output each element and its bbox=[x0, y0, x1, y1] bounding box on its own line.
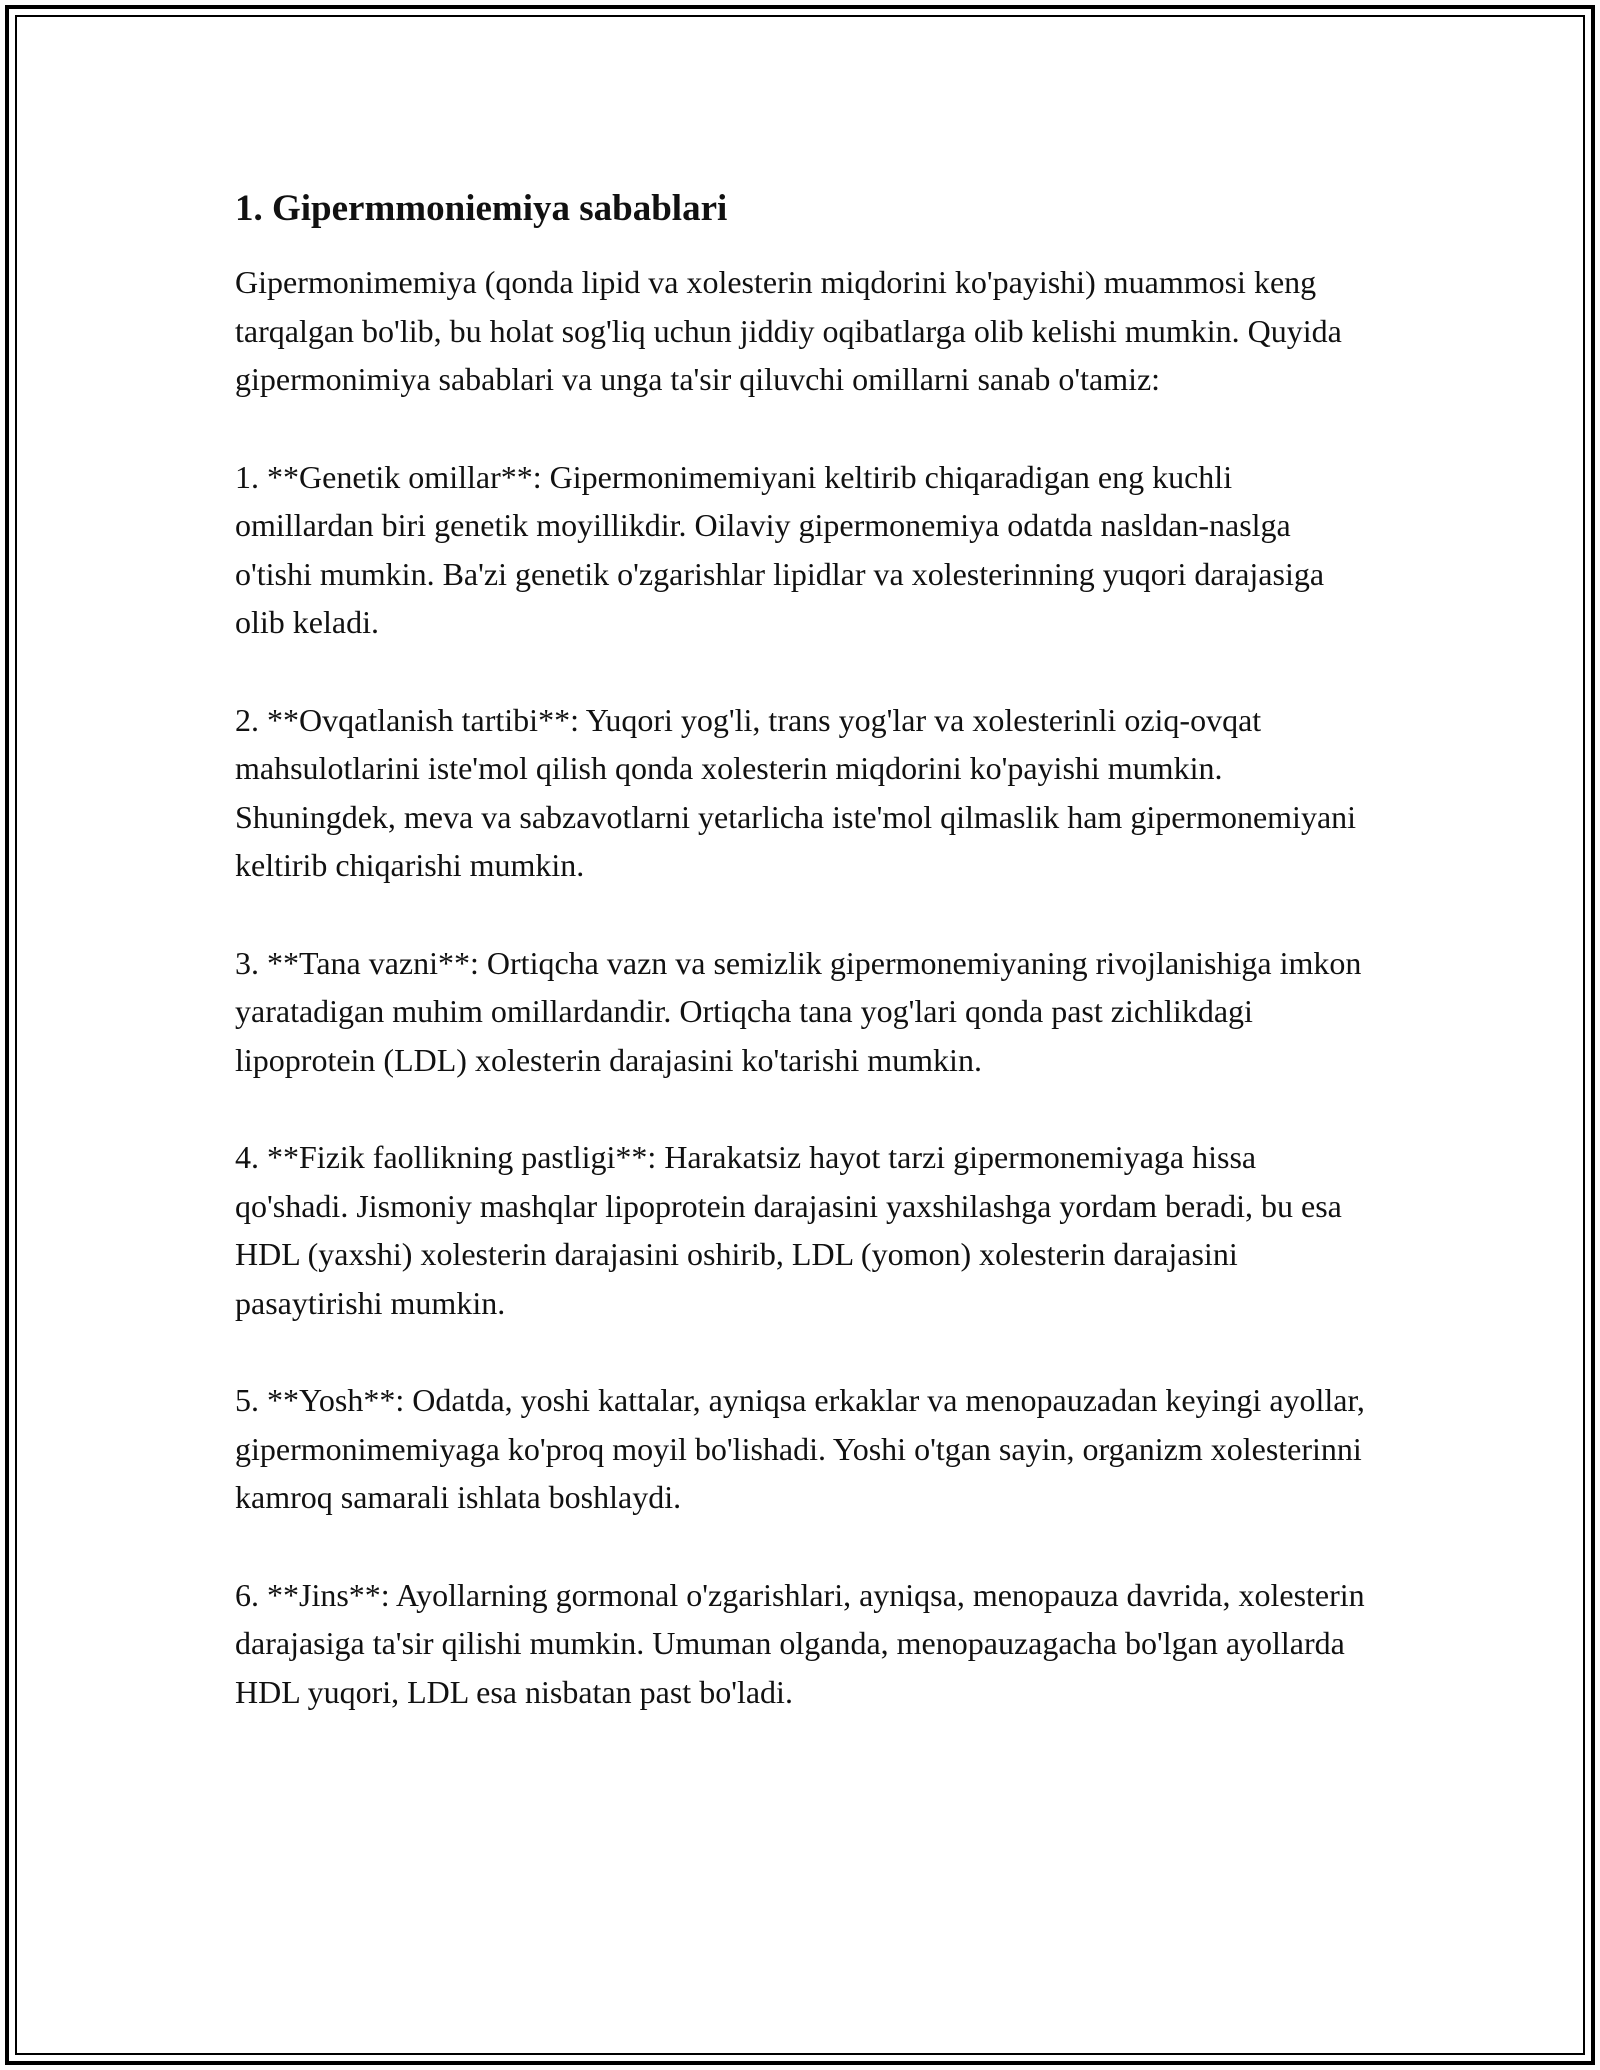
cause-genetic-paragraph: 1. **Genetik omillar**: Gipermonimemiyani keltirib chiqaradigan eng kuchli omillardan biri genetik moyillikdir. Oilaviy gipermonemiya odatda nasldan-naslga o'tishi mumkin. Ba'zi genetik o'zgarishlar lipidlar va xolesterinning yuqori darajasiga olib keladi. bbox=[235, 458, 1325, 640]
cause-diet-paragraph: 2. **Ovqatlanish tartibi**: Yuqori yog'li, trans yog'lar va xolesterinli oziq-ovqat mahsulotlarini iste'mol qilish qonda xolesterin miqdorini ko'payishi mumkin. Shuningdek, meva va sabzavotlarni yetarlicha iste'mol qilmaslik ham gipermonemiyani keltirib chiqarishi mumkin. bbox=[235, 701, 1357, 883]
cause-physical-activity-paragraph: 4. **Fizik faollikning pastligi**: Harakatsiz hayot tarzi gipermonemiyaga hissa qo'shadi. Jismoniy mashqlar lipoprotein darajasini yaxshilashga yordam beradi, bu esa HDL (yaxshi) xolesterin darajasini oshirib, LDL (yomon) xolesterin darajasini pasaytirishi mumkin. bbox=[235, 1139, 1342, 1321]
cause-body-weight-paragraph: 3. **Tana vazni**: Ortiqcha vazn va semizlik gipermonemiyaning rivojlanishiga imkon yaratadigan muhim omillardandir. Ortiqcha tana yog'lari qonda past zichlikdagi lipoprotein (LDL) xolesterin darajasini ko'tarishi mumkin. bbox=[235, 944, 1362, 1078]
cause-age-paragraph: 5. **Yosh**: Odatda, yoshi kattalar, ayniqsa erkaklar va menopauzadan keyingi ayollar, gipermonimemiyaga ko'proq moyil bo'lishadi. Yoshi o'tgan sayin, organizm xolesterinni kamroq samarali ishlata boshlaydi. bbox=[235, 1382, 1365, 1515]
cause-gender-paragraph: 6. **Jins**: Ayollarning gormonal o'zgarishlari, ayniqsa, menopauza davrida, xolesterin darajasiga ta'sir qilishi mumkin. Umuman olganda, menopauzagacha bo'lgan ayollarda HDL yuqori, LDL esa nisbatan past bo'ladi. bbox=[235, 1576, 1365, 1710]
document-body bbox=[235, 186, 1375, 1765]
section-heading: 1. Gipermmoniemiya sabablari bbox=[235, 188, 728, 229]
intro-paragraph: Gipermonimemiya (qonda lipid va xolesterin miqdorini ko'payishi) muammosi keng tarqalgan bo'lib, bu holat sog'liq uchun jiddiy oqibatlarga olib kelishi mumkin. Quyida gipermonimiya sabablari va unga ta'sir qiluvchi omillarni sanab o'tamiz: bbox=[235, 264, 1342, 397]
